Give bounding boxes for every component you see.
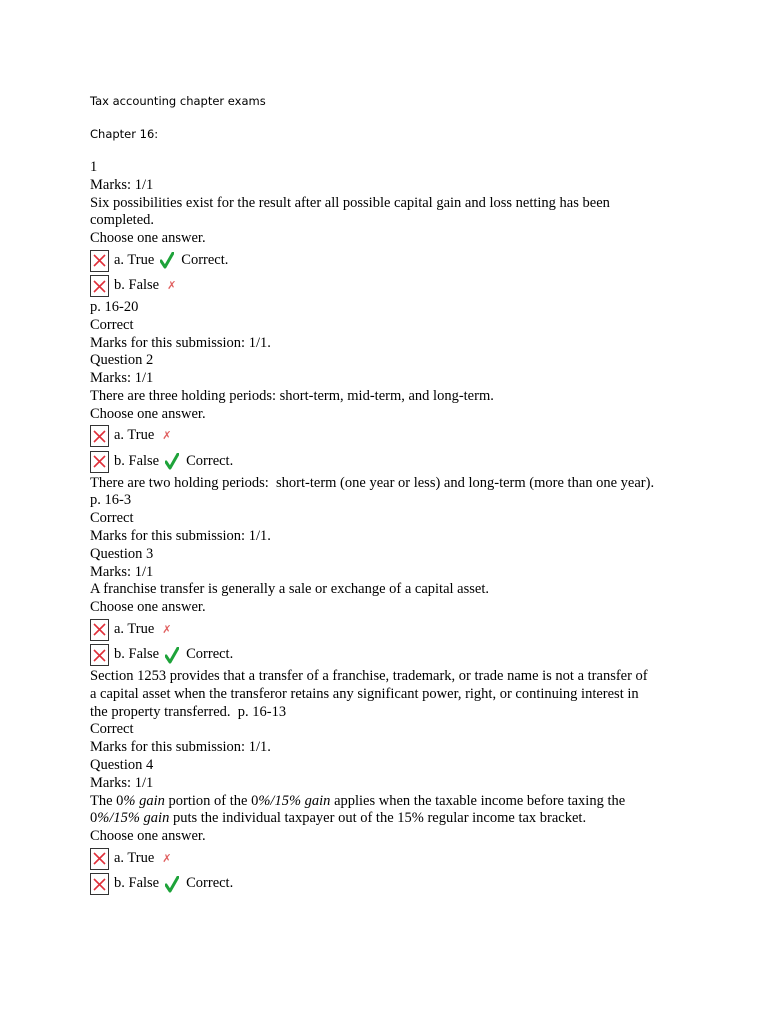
question-marks: Marks: 1/1 (90, 176, 154, 193)
exam-body (90, 159, 690, 897)
option-label: a. True (114, 620, 155, 637)
incorrect-icon: ✗ (162, 622, 172, 636)
text-run: The 0 (90, 792, 124, 809)
explanation: a capital asset when the transferor retains any significant power, right, or continuing interest in (90, 685, 639, 702)
incorrect-icon: ✗ (162, 429, 172, 443)
choose-instruction: Choose one answer. (90, 828, 206, 845)
option-feedback: Correct. (181, 251, 229, 268)
explanation: p. 16-20 (90, 298, 139, 315)
broken-image-icon (90, 451, 109, 473)
check-icon (165, 647, 179, 664)
option-label: b. False (114, 875, 160, 892)
explanation: the property transferred. p. 16-13 (90, 703, 287, 720)
answer-option[interactable] (90, 642, 690, 668)
option-feedback: Correct. (186, 452, 234, 469)
question-marks: Marks: 1/1 (90, 370, 154, 387)
broken-image-icon (90, 848, 109, 870)
broken-image-icon (90, 619, 109, 641)
broken-image-icon (90, 425, 109, 447)
question-block (90, 757, 690, 897)
text-run: 0 (90, 810, 98, 827)
submission-marks: Marks for this submission: 1/1. (90, 739, 271, 756)
answer-option[interactable] (90, 846, 690, 872)
italic-run: %/15% gain (258, 792, 331, 809)
question-status: Correct (90, 510, 134, 527)
question-text: There are three holding periods: short-term, mid-term, and long-term. (90, 387, 494, 404)
question-header: Question 2 (90, 352, 154, 369)
option-feedback: Correct. (186, 646, 234, 663)
question-block (90, 546, 690, 757)
question-text: completed. (90, 212, 155, 229)
option-label: a. True (114, 849, 155, 866)
choose-instruction: Choose one answer. (90, 405, 206, 422)
answer-option[interactable] (90, 248, 690, 274)
answer-option[interactable] (90, 617, 690, 643)
italic-run: %/15% gain (97, 810, 170, 827)
submission-marks: Marks for this submission: 1/1. (90, 527, 271, 544)
explanation: There are two holding periods: short-term (one year or less) and long-term (more than one year). (90, 474, 655, 491)
question-marks: Marks: 1/1 (90, 774, 154, 791)
option-label: a. True (114, 251, 155, 268)
explanation: Section 1253 provides that a transfer of a franchise, trademark, or trade name is not a transfer of (90, 667, 648, 684)
choose-instruction: Choose one answer. (90, 230, 206, 247)
choose-instruction: Choose one answer. (90, 599, 206, 616)
submission-marks: Marks for this submission: 1/1. (90, 334, 271, 351)
option-feedback: Correct. (186, 875, 234, 892)
answer-option[interactable] (90, 273, 690, 299)
broken-image-icon (90, 644, 109, 666)
check-icon (165, 453, 179, 470)
incorrect-icon: ✗ (162, 851, 172, 865)
broken-image-icon (90, 250, 109, 272)
question-header: 1 (90, 159, 98, 175)
question-status: Correct (90, 721, 134, 738)
text-run: portion of the 0 (164, 792, 259, 809)
answer-option[interactable] (90, 424, 690, 450)
question-header: Question 3 (90, 545, 154, 562)
option-label: a. True (114, 427, 155, 444)
question-text (90, 810, 690, 828)
text-run: applies when the taxable income before taxing the (330, 792, 626, 809)
question-text: Six possibilities exist for the result after all possible capital gain and loss netting has been (90, 194, 610, 211)
question-block (90, 352, 690, 545)
text-run: puts the individual taxpayer out of the 15% regular income tax bracket. (169, 810, 587, 827)
question-text: A franchise transfer is generally a sale or exchange of a capital asset. (90, 581, 489, 598)
option-label: b. False (114, 452, 160, 469)
document-title: Tax accounting chapter exams (90, 94, 266, 108)
question-block (90, 159, 690, 352)
broken-image-icon (90, 275, 109, 297)
answer-option[interactable] (90, 449, 690, 475)
answer-option[interactable] (90, 871, 690, 897)
check-icon (160, 252, 174, 269)
explanation: p. 16-3 (90, 492, 132, 509)
chapter-heading: Chapter 16: (90, 127, 159, 141)
broken-image-icon (90, 873, 109, 895)
question-marks: Marks: 1/1 (90, 563, 154, 580)
incorrect-icon: ✗ (167, 279, 177, 293)
question-header: Question 4 (90, 756, 154, 773)
question-text (90, 793, 690, 811)
option-label: b. False (114, 277, 160, 294)
italic-run: % gain (123, 792, 165, 809)
question-status: Correct (90, 316, 134, 333)
option-label: b. False (114, 646, 160, 663)
check-icon (165, 876, 179, 893)
